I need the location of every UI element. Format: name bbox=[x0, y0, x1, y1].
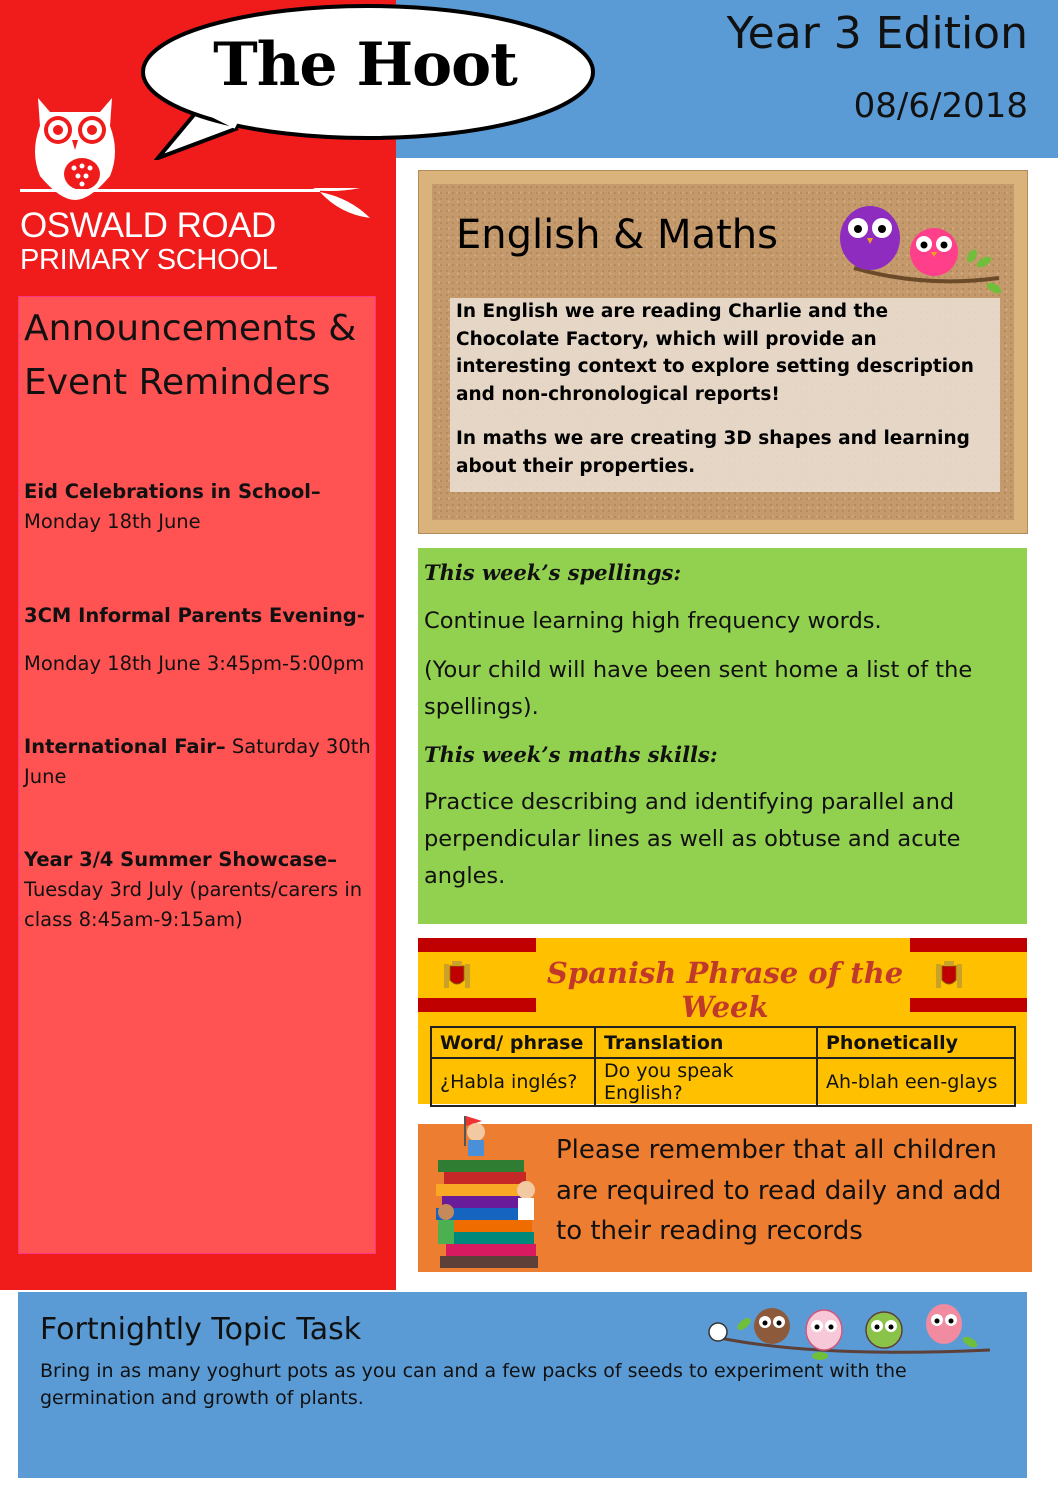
announcement-item bbox=[24, 732, 374, 792]
topic-task-text: Bring in as many yoghurt pots as you can and a few packs of seeds to experiment with the germination and growth of plants. bbox=[40, 1360, 907, 1409]
announcement-heading: International Fair– bbox=[24, 735, 226, 758]
table-cell: ¿Habla inglés? bbox=[431, 1058, 595, 1106]
spellings-text: Continue learning high frequency words. bbox=[424, 608, 882, 634]
owls-on-branch-icon bbox=[834, 198, 1004, 302]
announcement-item bbox=[24, 477, 374, 537]
spanish-crest-icon bbox=[932, 958, 966, 992]
announcements-title-line2: Event Reminders bbox=[24, 362, 331, 403]
school-name-line1: OSWALD ROAD bbox=[20, 206, 276, 245]
announcement-heading: Eid Celebrations in School– bbox=[24, 480, 321, 503]
newsletter-title: The Hoot bbox=[213, 30, 517, 100]
table-row bbox=[431, 1058, 1015, 1106]
column-header: Word/ phrase bbox=[431, 1027, 595, 1058]
column-header: Phonetically bbox=[817, 1027, 1015, 1058]
announcement-detail: Tuesday 3rd July (parents/carers in class 8:45am-9:15am) bbox=[24, 878, 363, 931]
announcements-title-line1: Announcements & bbox=[24, 308, 357, 349]
edition-label: Year 3 Edition bbox=[726, 8, 1028, 59]
maths-skills-heading: This week’s maths skills: bbox=[424, 742, 718, 767]
maths-skills-text: Practice describing and identifying parallel and perpendicular lines as well as obtuse and acute angles. bbox=[424, 789, 961, 889]
reading-reminder-text: Please remember that all children are required to read daily and add to their reading records bbox=[556, 1135, 1002, 1246]
maths-paragraph: In maths we are creating 3D shapes and learning about their properties. bbox=[456, 428, 970, 477]
column-header: Translation bbox=[595, 1027, 817, 1058]
announcement-detail: Monday 18th June bbox=[24, 510, 201, 533]
table-cell: Do you speak English? bbox=[595, 1058, 817, 1106]
spanish-phrase-table bbox=[430, 1026, 1016, 1107]
spellings-heading: This week’s spellings: bbox=[424, 560, 682, 585]
school-name-line2: PRIMARY SCHOOL bbox=[20, 244, 278, 276]
announcement-detail: Saturday 30th June bbox=[24, 735, 371, 788]
english-paragraph: In English we are reading Charlie and the Chocolate Factory, which will provide an interesting context to explore setting description and non-chronological reports! bbox=[456, 301, 974, 405]
announcement-item bbox=[24, 845, 374, 935]
table-cell: Ah-blah een-glays bbox=[817, 1058, 1015, 1106]
flag-stripe bbox=[418, 938, 536, 952]
english-maths-title: English & Maths bbox=[456, 212, 778, 258]
spanish-phrase-title: Spanish Phrase of the Week bbox=[546, 956, 904, 1024]
owls-on-branch-icon bbox=[700, 1298, 1000, 1364]
announcement-heading: 3CM Informal Parents Evening- bbox=[24, 604, 365, 627]
table-header-row bbox=[431, 1027, 1015, 1058]
flag-stripe bbox=[910, 998, 1027, 1012]
spellings-note: (Your child will have been sent home a list of the spellings). bbox=[424, 657, 973, 720]
flag-stripe bbox=[910, 938, 1027, 952]
announcement-heading: Year 3/4 Summer Showcase– bbox=[24, 848, 337, 871]
issue-date: 08/6/2018 bbox=[853, 86, 1028, 126]
book-stack-icon bbox=[430, 1112, 550, 1280]
announcement-item bbox=[24, 601, 374, 679]
announcements-title bbox=[24, 302, 374, 410]
flag-stripe bbox=[418, 998, 536, 1012]
owl-logo-icon bbox=[20, 92, 130, 202]
announcement-detail: Monday 18th June 3:45pm-5:00pm bbox=[24, 652, 365, 675]
topic-task-title: Fortnightly Topic Task bbox=[40, 1312, 362, 1347]
spanish-crest-icon bbox=[440, 958, 474, 992]
